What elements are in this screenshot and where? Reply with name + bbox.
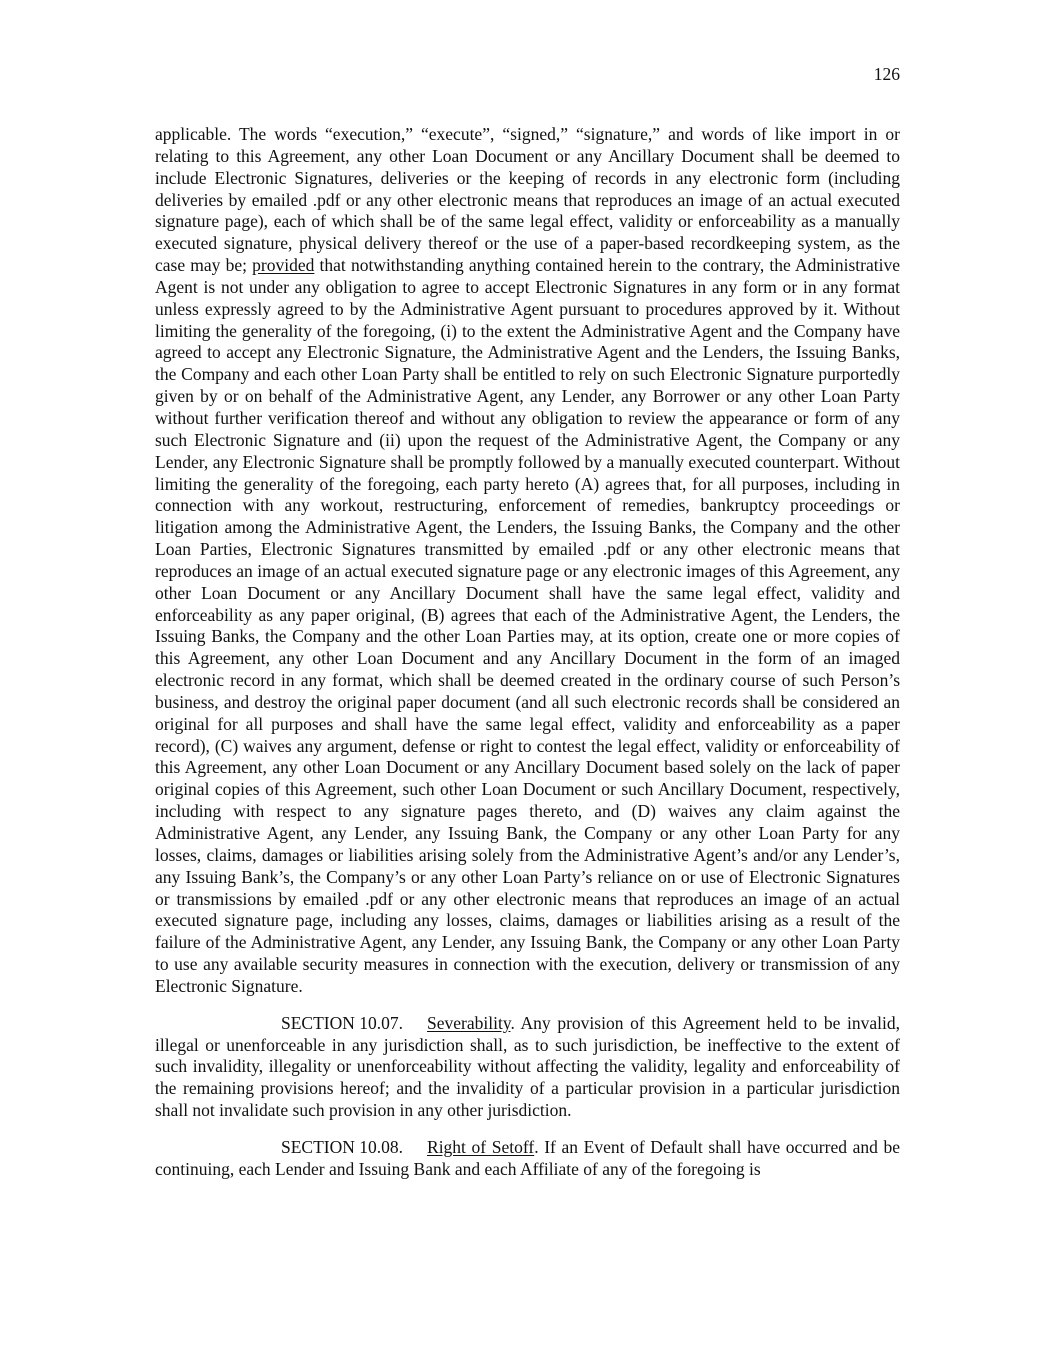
document-body bbox=[155, 124, 900, 1181]
section-title: Right of Setoff bbox=[427, 1136, 535, 1157]
section-label: SECTION 10.07. bbox=[281, 1012, 404, 1033]
paragraph-text-before: applicable. The words “execution,” “execute”, “signed,” “signature,” and words of like import in or relating to this Agreement, any other Loan Document or any Ancillary Document shall be deemed to include Electronic Signatures, deliveries or the keeping of records in any electronic form (including deliveries by emailed .pdf or any other electronic means that reproduces an image of an actual executed signature page), each of which shall be of the same legal effect, validity or enforceability as a manually executed signature, physical delivery thereof or the use of a paper-based recordkeeping system, as the case may be; bbox=[155, 124, 900, 276]
section-title-period: . bbox=[534, 1136, 539, 1157]
section-10-08-paragraph bbox=[155, 1137, 900, 1181]
section-title: Severability bbox=[427, 1012, 511, 1033]
section-text: Any provision of this Agreement held to be invalid, illegal or unenforceable in any jurisdiction shall, as to such jurisdiction, be ineffective to the extent of such invalidity, illegality or unenforceability without affecting the validity, legality and enforceability of the remaining provisions hereof; and the invalidity of a particular provision in a particular jurisdiction shall not invalidate such provision in any other jurisdiction. bbox=[155, 1012, 900, 1121]
section-title-period: . bbox=[510, 1012, 515, 1033]
paragraph-text-after: that notwithstanding anything contained herein to the contrary, the Administrative Agent is not under any obligation to agree to accept Electronic Signatures in any form or in any format unless expressly agreed to by the Administrative Agent pursuant to procedures approved by it. Without limiting the generality of the foregoing, (i) to the extent the Administrative Agent and the Company have agreed to accept any Electronic Signature, the Administrative Agent and the Lenders, the Issuing Banks, the Company and each other Loan Party shall be entitled to rely on such Electronic Signature purportedly given by or on behalf of the Administrative Agent, any Lender, any Borrower or any other Loan Party without further verification thereof and without any obligation to review the appearance or form of any such Electronic Signature and (ii) upon the request of the Administrative Agent, the Company or any Lender, any Electronic Signature shall be promptly followed by a manually executed counterpart. Without limiting the generality of the foregoing, each party hereto (A) agrees that, for all purposes, including in connection with any workout, restructuring, enforcement of remedies, bankruptcy proceedings or litigation among the Administrative Agent, the Lenders, the Issuing Banks, the Company and the other Loan Parties, Electronic Signatures transmitted by emailed .pdf or any other electronic means that reproduces an image of an actual executed signature page or any electronic images of this Agreement, any other Loan Document or any Ancillary Document shall have the same legal effect, validity and enforceability as any paper original, (B) agrees that each of the Administrative Agent, the Lenders, the Issuing Banks, the Company and the other Loan Parties may, at its option, create one or more copies of this Agreement, any other Loan Document and any Ancillary Document in the form of an imaged electronic record in any format, which shall be deemed created in the ordinary course of such Person’s business, and destroy the original paper document (and all such electronic records shall be considered an original for all purposes and shall have the same legal effect, validity and enforceability as a paper record), (C) waives any argument, defense or right to contest the legal effect, validity or enforceability of this Agreement, any other Loan Document or any Ancillary Document based solely on the lack of paper original copies of this Agreement, such other Loan Document or such Ancillary Document, respectively, including with respect to any signature pages thereto, and (D) waives any claim against the Administrative Agent, any Lender, any Issuing Bank, the Company or any other Loan Party for any losses, claims, damages or liabilities arising solely from the Administrative Agent’s and/or any Lender’s, any Issuing Bank’s, the Company’s or any other Loan Party’s reliance on or use of Electronic Signatures or transmissions by emailed .pdf or any other electronic means that reproduces an image of an actual executed signature page, including any losses, claims, damages or liabilities arising as a result of the failure of the Administrative Agent, any Lender, any Issuing Bank, the Company or any other Loan Party to use any available security measures in connection with the execution, delivery or transmission of any Electronic Signature. bbox=[155, 255, 900, 996]
section-text: If an Event of Default shall have occurred and be continuing, each Lender and Issuing Bank and each Affiliate of any of the foregoing is bbox=[155, 1136, 901, 1179]
section-label: SECTION 10.08. bbox=[281, 1136, 404, 1157]
electronic-signatures-paragraph bbox=[155, 124, 900, 998]
page-number: 126 bbox=[873, 64, 900, 84]
section-10-07-paragraph bbox=[155, 1013, 900, 1122]
provided-term: provided bbox=[252, 255, 315, 276]
